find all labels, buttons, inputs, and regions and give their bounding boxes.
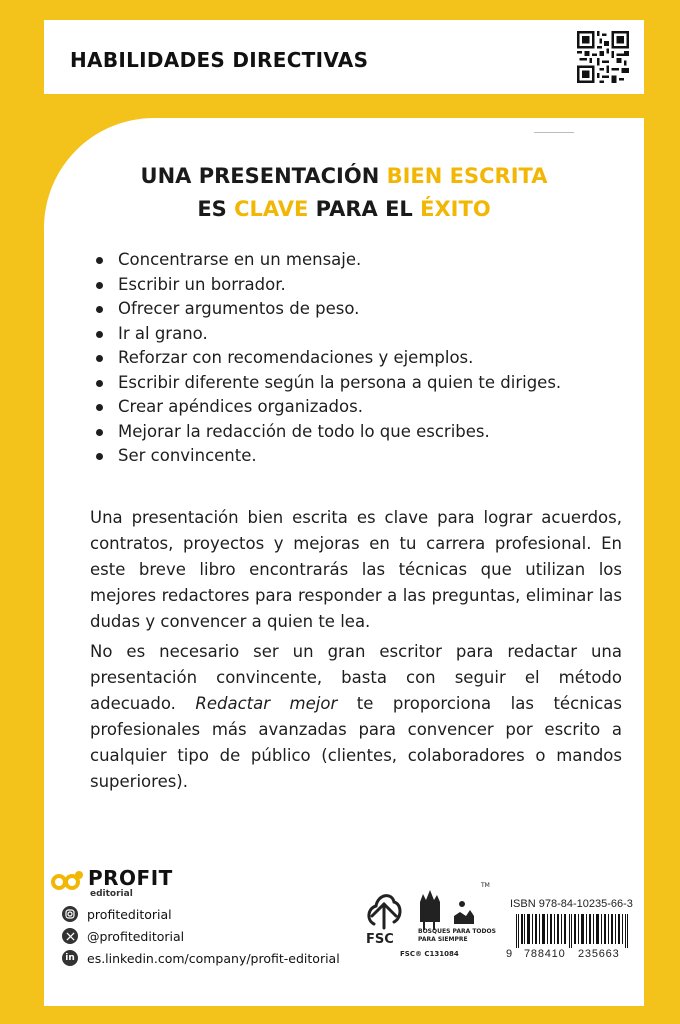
- x-link[interactable]: [62, 928, 184, 944]
- series-title: HABILIDADES DIRECTIVAS: [70, 48, 369, 72]
- bullet-item: Ofrecer argumentos de peso.: [94, 297, 561, 322]
- headline-text: PARA EL: [308, 197, 421, 221]
- barcode-digits-right: 235663: [578, 948, 620, 960]
- divider: [534, 132, 574, 133]
- paragraph-text: te proporciona las técnicas profesionales más avanzadas para convencer por escrito a cualquier tipo de público (clientes, colaboradores o mandos superiores).: [90, 693, 622, 791]
- fsc-slogan-2: PARA SIEMPRE: [418, 936, 468, 943]
- fsc-trademark: TM: [481, 882, 490, 889]
- linkedin-icon: in: [62, 950, 78, 966]
- publisher-subtitle: editorial: [90, 889, 133, 899]
- bullet-item: Mejorar la redacción de todo lo que escribes.: [94, 420, 561, 445]
- headline-line-2: [44, 193, 644, 226]
- instagram-link[interactable]: [62, 906, 172, 922]
- isbn-label: ISBN 978-84-10235-66-3: [510, 898, 633, 910]
- fsc-slogan-1: BOSQUES PARA TODOS: [418, 928, 496, 935]
- header-band: [44, 20, 644, 94]
- barcode: [514, 914, 630, 948]
- linkedin-link[interactable]: [62, 950, 340, 966]
- instagram-icon: [62, 906, 78, 922]
- bullet-list: [94, 248, 561, 469]
- bullet-item: Escribir un borrador.: [94, 273, 561, 298]
- publisher-name: PROFIT: [88, 866, 173, 890]
- bullet-item: Concentrarse en un mensaje.: [94, 248, 561, 273]
- paragraph-text: No es necesario ser un gran escritor para redactar una presentación convincente, basta con seguir el método adecuado.: [90, 641, 622, 713]
- barcode-digits-left: 788410: [524, 948, 566, 960]
- bullet-item: Ser convincente.: [94, 444, 561, 469]
- headline-text: UNA PRESENTACIÓN: [140, 164, 387, 188]
- headline-accent: ÉXITO: [420, 197, 491, 221]
- linkedin-url: es.linkedin.com/company/profit-editorial: [87, 950, 340, 966]
- bullet-item: Crear apéndices organizados.: [94, 395, 561, 420]
- headline-line-1: [44, 160, 644, 193]
- qr-code-icon: [577, 31, 629, 83]
- x-handle: @profiteditorial: [87, 928, 185, 944]
- bullet-item: Escribir diferente según la persona a quien te diriges.: [94, 371, 561, 396]
- bullet-item: Reforzar con recomendaciones y ejemplos.: [94, 346, 561, 371]
- description-paragraph-1: Una presentación bien escrita es clave para lograr acuerdos, contratos, proyectos y mejoras en tu carrera profesional. En este breve libro encontrarás las técnicas que utilizan los mejores redactores para responder a las preguntas, eliminar las dudas y convencer a quien te lea.: [90, 507, 622, 631]
- content-panel: [44, 118, 644, 1006]
- book-title-italic: Redactar mejor: [195, 693, 338, 713]
- instagram-handle: profiteditorial: [87, 906, 172, 922]
- headline-accent: CLAVE: [234, 197, 309, 221]
- x-icon: [62, 928, 78, 944]
- profit-logo-icon: [50, 870, 84, 892]
- fsc-label: FSC: [366, 932, 394, 947]
- barcode-digit-first: 9: [506, 948, 513, 960]
- fsc-code: FSC® C131084: [400, 950, 459, 958]
- description-paragraph-2: [90, 639, 622, 795]
- headline: [44, 160, 644, 226]
- headline-accent: BIEN ESCRITA: [386, 164, 548, 188]
- headline-text: ES: [197, 197, 235, 221]
- bullet-item: Ir al grano.: [94, 322, 561, 347]
